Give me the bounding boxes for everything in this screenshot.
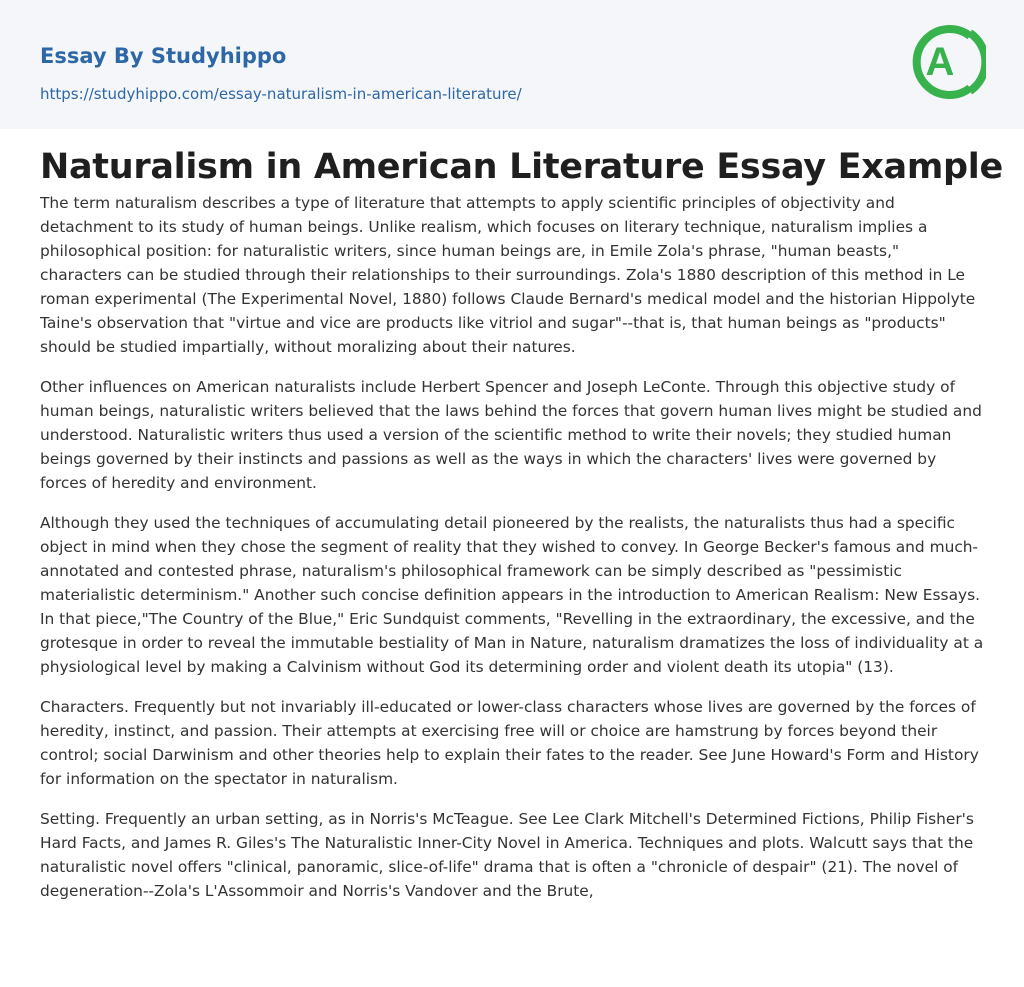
logo-letter: A: [925, 40, 955, 84]
site-header: [0, 0, 1024, 129]
brand-title[interactable]: Essay By Studyhippo: [40, 44, 287, 68]
page-title: Naturalism in American Literature Essay Example: [40, 147, 1003, 187]
article-paragraph: Setting. Frequently an urban setting, as in Norris's McTeague. See Lee Clark Mitchell's Determined Fictions, Philip Fisher's Hard Facts, and James R. Giles's The Naturalistic Inner-City Novel in America. Techniques and plots. Walcutt says that the naturalistic novel offers "clinical, panoramic, slice-of-life" drama that is often a "chronicle of despair" (21). The novel of degeneration--Zola's L'Assommoir and Norris's Vandover and the Brute,: [40, 810, 974, 900]
article-paragraph: Characters. Frequently but not invariably ill-educated or lower-class characters whose lives are governed by the forces of heredity, instinct, and passion. Their attempts at exercising free will or choice are hamstrung by forces beyond their control; social Darwinism and other theories help to explain their fates to the reader. See June Howard's Form and History for information on the spectator in naturalism.: [40, 698, 979, 788]
article-paragraph: Other influences on American naturalists include Herbert Spencer and Joseph LeConte. Through this objective study of human beings, naturalistic writers believed that the laws behind the forces that govern human lives might be studied and understood. Naturalistic writers thus used a version of the scientific method to write their novels; they studied human beings governed by their instincts and passions as well as the ways in which the characters' lives were governed by forces of heredity and environment.: [40, 378, 982, 492]
article-paragraph: Although they used the techniques of accumulating detail pioneered by the realists, the naturalists thus had a specific object in mind when they chose the segment of reality that they wished to convey. In George Becker's famous and much-annotated and contested phrase, naturalism's philosophical framework can be simply described as "pessimistic materialistic determinism." Another such concise definition appears in the introduction to American Realism: New Essays. In that piece,"The Country of the Blue," Eric Sundquist comments, "Revelling in the extraordinary, the excessive, and the grotesque in order to reveal the immutable bestiality of Man in Nature, naturalism dramatizes the loss of individuality at a physiological level by making a Calvinism without God its determining order and violent death its utopia" (13).: [40, 514, 984, 676]
article-paragraph: The term naturalism describes a type of literature that attempts to apply scientific principles of objectivity and detachment to its study of human beings. Unlike realism, which focuses on literary technique, naturalism implies a philosophical position: for naturalistic writers, since human beings are, in Emile Zola's phrase, "human beasts," characters can be studied through their relationships to their surroundings. Zola's 1880 description of this method in Le roman experimental (The Experimental Novel, 1880) follows Claude Bernard's medical model and the historian Hippolyte Taine's observation that "virtue and vice are products like vitriol and sugar"--that is, that human beings as "products" should be studied impartially, without moralizing about their natures.: [40, 194, 976, 356]
studyhippo-logo-icon[interactable]: [912, 19, 986, 105]
essay-url-link[interactable]: https://studyhippo.com/essay-naturalism-in-american-literature/: [40, 85, 522, 103]
